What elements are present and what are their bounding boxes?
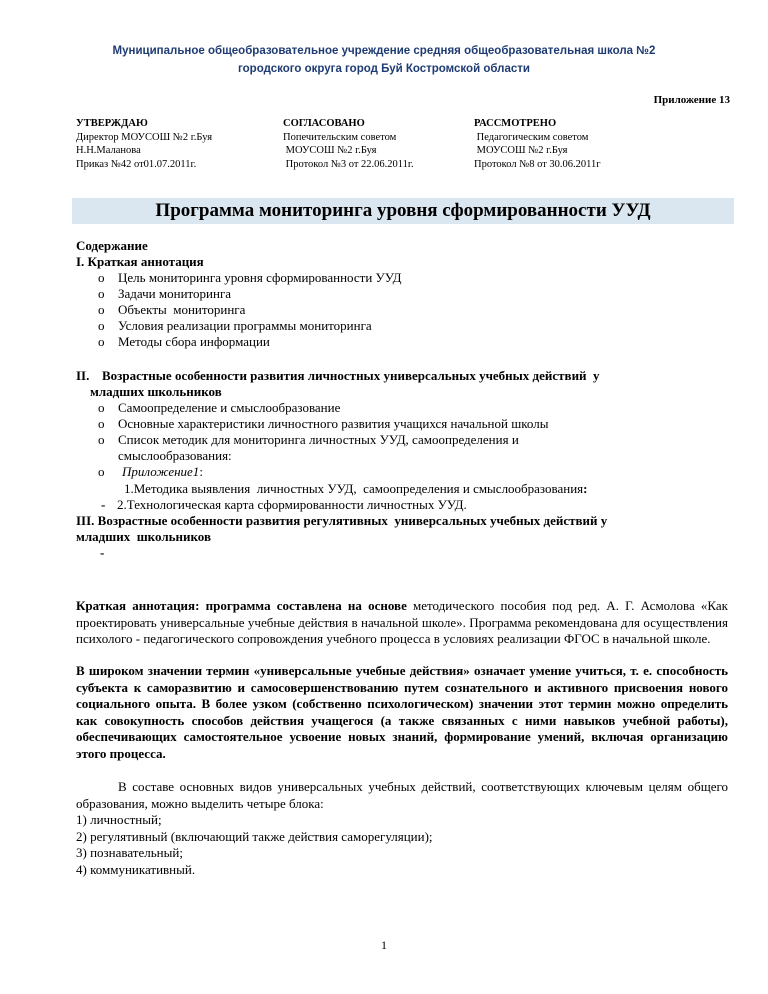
section-3-heading-cont: младших школьников [76,529,211,544]
section-1-item: Цель мониторинга уровня сформированности УУД [118,270,402,285]
contents-heading: Содержание [76,238,148,253]
bullet-icon: o [98,318,105,333]
review-line: Педагогическим советом [474,131,589,143]
bullet-icon: o [98,464,105,479]
agreement-line: Попечительским советом [283,131,397,143]
dash-marker: - [101,497,106,512]
appendix-colon: : [199,464,203,479]
list-item: 3) познавательный; [76,845,183,860]
school-name-line2: городского округа город Буй Костромской области [238,63,530,75]
section-2-heading-cont: младших школьников [90,384,222,399]
school-name-line1: Муниципальное общеобразовательное учреждение средняя общеобразовательная школа №2 [112,45,656,57]
annotation-lead: Краткая аннотация: программа составлена на основе [76,598,407,613]
appendix-label: Приложение 13 [653,94,730,106]
method-2: 2.Технологическая карта сформированности личностных УУД. [117,497,467,512]
section-3-heading: III. Возрастные особенности развития регулятивных универсальных учебных действий у [76,513,608,528]
agreement-block [283,117,414,171]
section-2-item: Основные характеристики личностного развития учащихся начальной школы [118,416,549,431]
method-1-text: 1.Методика выявления личностных УУД, самоопределения и смыслообразования [124,481,584,496]
approval-block [76,117,212,171]
section-2-item: Самоопределение и смыслообразование [118,400,341,415]
bullet-icon: o [98,270,105,285]
section-1-heading: I. Краткая аннотация [76,254,204,269]
agreement-heading: СОГЛАСОВАНО [283,118,365,129]
approval-line: Приказ №42 от01.07.2011г. [76,158,197,170]
section-1-item: Объекты мониторинга [118,302,246,317]
approval-line: Н.Н.Маланова [76,145,141,156]
section-2-item: Список методик для мониторинга личностных УУД, самоопределения и [118,432,519,447]
blocks-paragraph: В составе основных видов универсальных учебных действий, соответствующих ключевым целям общего образования, можно выделить четыре блока: [76,779,728,811]
section-1-item: Задачи мониторинга [118,286,232,301]
approval-heading: УТВЕРЖДАЮ [76,118,148,129]
section-1-item: Методы сбора информации [118,334,270,349]
blocks-list [76,812,433,878]
definition-paragraph: В широком значении термин «универсальные учебные действия» означает умение учиться, т. е. способность субъекта к саморазвитию и самосовершенствованию путем сознательного и активного присвоения нового социального опыта. В более узком (собственно психологическом) значении этот термин можно определить как совокупность способов действия учащегося (а также связанных с ними навыков учебной работы), обеспечивающих самостоятельное усвоение новых знаний, формирование умений, включая организацию этого процесса. [76,663,728,761]
approval-line: Директор МОУСОШ №2 г.Буя [76,131,213,143]
agreement-line: Протокол №3 от 22.06.2011г. [283,158,414,170]
bullet-icon: o [98,432,105,447]
list-item: 2) регулятивный (включающий также действия саморегуляции); [76,828,433,844]
dash-marker: - [100,545,105,560]
annotation-paragraph [76,598,728,648]
section-2-heading: Возрастные особенности развития личностных универсальных учебных действий у [102,368,600,383]
bullet-icon: o [98,416,105,431]
document-title: Программа мониторинга уровня сформированности УУД [72,198,734,224]
review-block [474,117,601,171]
method-1-colon: : [583,481,588,496]
school-name [0,42,768,78]
list-item: 1) личностный; [76,812,162,827]
review-heading: РАССМОТРЕНО [474,118,557,129]
bullet-icon: o [98,400,105,415]
appendix-reference [122,464,203,480]
agreement-line: МОУСОШ №2 г.Буя [283,145,377,156]
annotation-text: методического пособия под ред. А. Г. Асмолова «Как проектировать универсальные учебные действия в начальной школе». Программа рекомендована для осуществления психолого - педагогического сопровождения учебного процесса в условиях реализации ФГОС в начальной школе. [76,598,728,646]
bullet-icon: o [98,286,105,301]
section-2-item-cont: смыслообразования: [118,448,232,463]
bullet-icon: o [98,302,105,317]
section-1-item: Условия реализации программы мониторинга [118,318,372,333]
method-1 [124,481,587,497]
page-number: 1 [381,938,387,952]
list-item: 4) коммуникативный. [76,861,196,877]
appendix-reference-text: Приложение1 [122,464,200,479]
review-line: Протокол №8 от 30.06.2011г [474,158,601,170]
review-line: МОУСОШ №2 г.Буя [474,145,568,156]
section-2-number: II. [76,368,90,383]
bullet-icon: o [98,334,105,349]
